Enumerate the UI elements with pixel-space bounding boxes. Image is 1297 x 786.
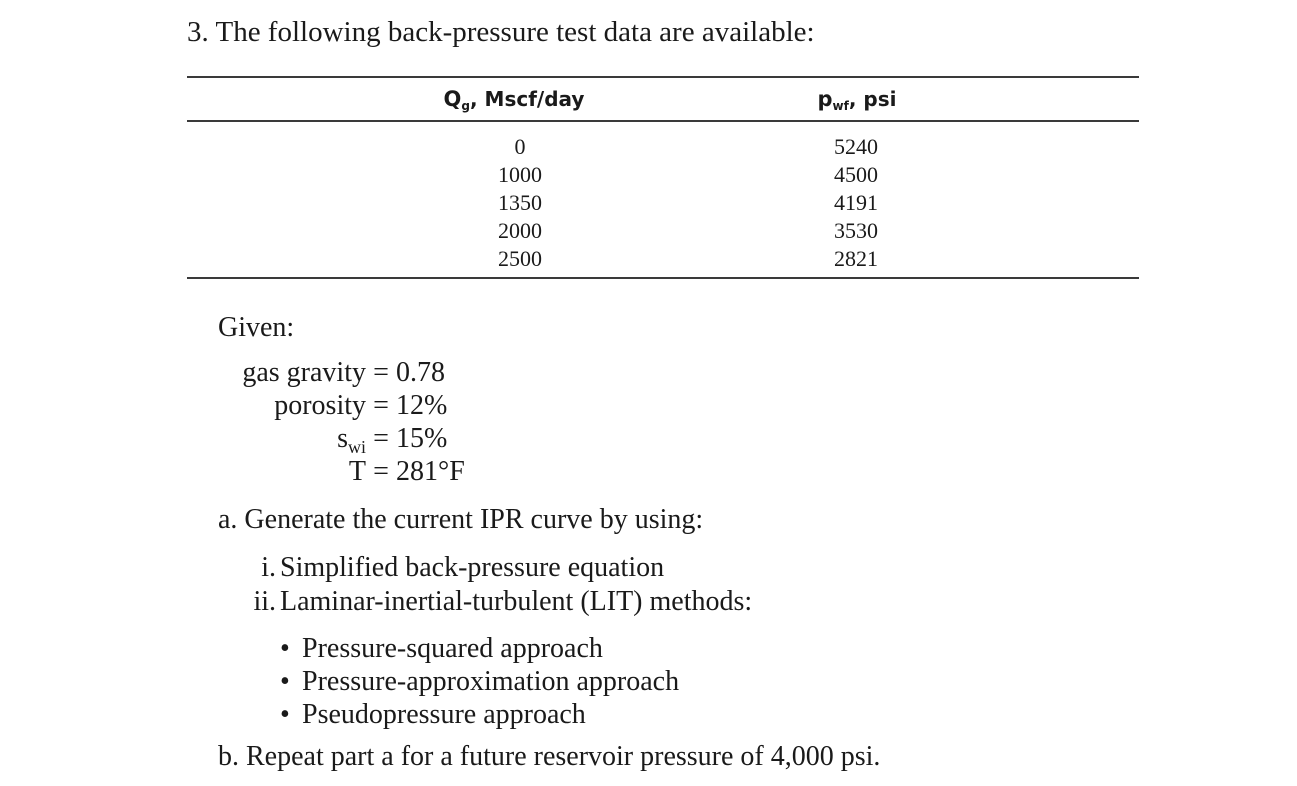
approach-text: Pseudopressure approach xyxy=(302,699,586,730)
pressure-subscript: wf xyxy=(832,99,849,113)
given-value: 0.78 xyxy=(396,357,445,388)
method-text: Laminar-inertial-turbulent (LIT) methods: xyxy=(280,586,753,617)
given-name xyxy=(220,356,366,389)
given-name-subscript: wi xyxy=(348,437,366,457)
given-item xyxy=(220,422,465,455)
equals-sign: = xyxy=(373,390,389,421)
table-cell-pressure: 4500 xyxy=(834,162,878,187)
given-item xyxy=(220,356,465,389)
given-name xyxy=(220,389,366,422)
table-cell-flow-rate: 1000 xyxy=(498,162,542,187)
flow-rate-column xyxy=(450,133,590,273)
given-value: 281°F xyxy=(396,456,465,487)
equals-sign: = xyxy=(373,456,389,487)
flow-rate-units: , Mscf/day xyxy=(469,87,585,111)
method-number: i. xyxy=(261,552,276,583)
flow-rate-subscript: g xyxy=(461,99,470,113)
approach-item xyxy=(280,632,679,665)
pressure-units: , psi xyxy=(848,87,897,111)
method-number: ii. xyxy=(253,586,276,617)
method-item xyxy=(240,585,752,619)
method-text: Simplified back-pressure equation xyxy=(280,552,665,583)
part-b-text: b. Repeat part a for a future reservoir pressure of 4,000 psi. xyxy=(218,741,881,772)
given-item xyxy=(220,389,465,422)
table-top-rule xyxy=(187,76,1139,78)
approach-text: Pressure-approximation approach xyxy=(302,666,680,697)
data-table xyxy=(187,76,1139,280)
table-cell-flow-rate: 0 xyxy=(514,134,526,159)
given-name-text: s xyxy=(337,423,348,454)
bullet-icon: • xyxy=(280,633,290,664)
table-cell-pressure: 5240 xyxy=(834,134,878,159)
table-cell-pressure: 3530 xyxy=(834,218,878,243)
table-cell-flow-rate: 2000 xyxy=(498,218,542,243)
given-name-text: gas gravity xyxy=(242,357,366,388)
given-name xyxy=(220,455,366,488)
given-value: 12% xyxy=(396,390,448,421)
method-item xyxy=(240,551,752,585)
table-cell-pressure: 4191 xyxy=(834,190,878,215)
table-cell-pressure: 2821 xyxy=(834,246,878,271)
given-name-text: T xyxy=(348,456,366,487)
pressure-column xyxy=(786,133,926,273)
given-name-text: porosity xyxy=(274,390,366,421)
approach-text: Pressure-squared approach xyxy=(302,633,603,664)
given-name xyxy=(220,422,366,455)
given-label: Given: xyxy=(218,312,295,343)
part-a-text: a. Generate the current IPR curve by using: xyxy=(218,504,704,535)
given-item xyxy=(220,455,465,488)
given-list xyxy=(220,356,465,488)
table-cell-flow-rate: 2500 xyxy=(498,246,542,271)
column-header-pressure xyxy=(777,86,937,119)
equals-sign: = xyxy=(373,357,389,388)
pressure-symbol: p xyxy=(817,87,833,111)
table-header-rule xyxy=(187,120,1139,122)
approach-item xyxy=(280,698,679,731)
approach-item xyxy=(280,665,679,698)
table-bottom-rule xyxy=(187,277,1139,279)
approach-list xyxy=(280,632,679,731)
given-value: 15% xyxy=(396,423,448,454)
method-list xyxy=(240,551,752,619)
column-header-flow-rate xyxy=(399,86,629,119)
problem-title: 3. The following back-pressure test data are available: xyxy=(187,16,815,48)
table-cell-flow-rate: 1350 xyxy=(498,190,542,215)
bullet-icon: • xyxy=(280,666,290,697)
bullet-icon: • xyxy=(280,699,290,730)
equals-sign: = xyxy=(373,423,389,454)
flow-rate-symbol: Q xyxy=(443,87,462,111)
